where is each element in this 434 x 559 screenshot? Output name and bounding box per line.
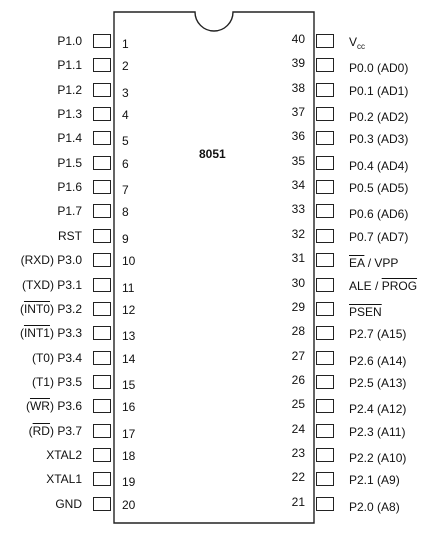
pin-number-right: 25 [291, 397, 305, 412]
pin-box-left [93, 83, 111, 97]
pin-label-left [2, 253, 82, 267]
chip-title: 8051 [199, 147, 226, 161]
pin-label-post: P1.3 [57, 107, 82, 122]
pin-label-post: P2.2 (A10) [349, 450, 407, 465]
pin-label-post: P2.4 (A12) [349, 402, 407, 417]
pin-label-right [349, 132, 408, 146]
pin-number-right: 37 [291, 105, 305, 120]
pin-label-post: ) P3.6 [49, 399, 82, 414]
pin-label-left [2, 278, 82, 292]
pin-box-left [93, 156, 111, 170]
pin-label-post: P2.5 (A13) [349, 375, 407, 390]
pin-label-post: P1.7 [57, 204, 82, 219]
pin-label-post: P0.2 (AD2) [349, 110, 409, 125]
pin-number-right: 40 [291, 32, 305, 46]
pin-number-left: 9 [122, 231, 129, 246]
pin-number-right: 30 [291, 275, 305, 290]
pin-label-post: P1.1 [57, 58, 82, 73]
pin-label-post: P2.7 (A15) [349, 327, 407, 342]
pin-number-left: 18 [122, 448, 136, 463]
pin-label-right [349, 181, 408, 195]
pin-number-left: 8 [122, 205, 129, 220]
pin-label-right [349, 402, 406, 416]
pin-label-right [349, 110, 408, 124]
pin-box-right [316, 83, 334, 97]
pin-label-overline: $\overline{RD}$ [32, 423, 50, 438]
pin-box-left [93, 326, 111, 340]
pin-label-left [2, 58, 82, 72]
pin-number-left: 12 [122, 302, 136, 317]
pin-number-right: 26 [291, 372, 305, 387]
pin-label-pre: ( [19, 326, 24, 341]
pin-label-overline: $\overline{WR}$ [29, 399, 50, 414]
pin-box-right [316, 107, 334, 121]
pin-label-pre: ( [25, 399, 30, 414]
pin-label-left [2, 424, 82, 438]
pin-label-left [2, 107, 82, 121]
pin-box-left [93, 229, 111, 243]
pin-box-right [316, 497, 334, 511]
pin-label-left [2, 326, 82, 340]
pin-box-left [93, 180, 111, 194]
pin-number-right: 39 [291, 56, 305, 71]
pin-box-left [93, 497, 111, 511]
pin-label-post: RST [58, 228, 82, 243]
pin-label-post: (T0) P3.4 [31, 350, 82, 365]
pin-label-post: P0.0 (AD0) [349, 61, 409, 76]
pin-label-post: P0.6 (AD6) [349, 207, 409, 222]
pin-box-left [93, 278, 111, 292]
pin-label-post: P0.4 (AD4) [349, 158, 409, 173]
pin-label-post: / VPP [364, 256, 399, 271]
pin-box-left [93, 448, 111, 462]
pin-label-overline: INT1 [23, 326, 50, 341]
pin-label-pre: ALE / [349, 278, 382, 293]
pin-label-left [2, 472, 82, 486]
pin-number-left: 11 [122, 280, 135, 295]
pin-label-post: P1.5 [57, 155, 82, 170]
pin-label-left [2, 180, 82, 194]
pin-number-left: 15 [122, 377, 136, 392]
pin-label-left [2, 131, 82, 145]
pin-box-left [93, 375, 111, 389]
pin-label-right [349, 451, 406, 465]
pin-number-left: 10 [122, 254, 136, 269]
pin-label-overline: INT0 [23, 301, 50, 316]
pin-label-post: P2.3 (A11) [349, 424, 406, 439]
pin-label-left [2, 375, 82, 389]
pin-box-left [93, 34, 111, 48]
pin-box-right [316, 156, 334, 170]
pin-number-right: 28 [291, 324, 305, 339]
pin-number-right: 24 [291, 421, 305, 436]
pin-label-left [2, 302, 82, 316]
pin-box-right [316, 34, 334, 48]
pin-label-overline: PROG [381, 278, 418, 293]
pin-number-right: 29 [291, 299, 305, 314]
pin-number-right: 38 [291, 80, 305, 95]
pin-label-left [2, 399, 82, 413]
pin-label-pre: ( [19, 301, 24, 316]
pin-number-right: 34 [291, 178, 305, 193]
pin-box-left [93, 399, 111, 413]
pin-label-left [2, 204, 82, 218]
pin-box-left [93, 131, 111, 145]
pin-number-left: 6 [122, 156, 129, 171]
pin-label-post: P1.2 [57, 82, 82, 97]
pin-box-left [93, 351, 111, 365]
pin-label-left [2, 497, 82, 511]
pin-label-post: GND [55, 496, 82, 511]
pin-label-right [349, 473, 400, 487]
pin-box-right [316, 278, 334, 292]
pin-label-right [349, 305, 382, 319]
pin-number-left: 5 [122, 134, 129, 149]
pin-label-right [349, 230, 408, 244]
pin-label-post: ) P3.2 [49, 301, 82, 316]
pin-number-right: 33 [291, 202, 305, 217]
pin-label-right [349, 61, 408, 75]
pin-number-right: 35 [291, 153, 305, 168]
pin-label-post: P1.4 [57, 131, 82, 146]
pin-number-left: 19 [122, 475, 136, 490]
pin-box-right [316, 58, 334, 72]
pin-label-post: (T1) P3.5 [31, 374, 82, 389]
pin-label-right [349, 354, 406, 368]
pin-label-right [349, 425, 405, 439]
pin-box-right [316, 399, 334, 413]
pin-label-right [349, 84, 408, 98]
pin-box-left [93, 204, 111, 218]
pin-label-post: ) P3.7 [49, 423, 82, 438]
pin-label-right [349, 500, 400, 514]
pin-number-left: 4 [122, 108, 129, 123]
pin-label-right [349, 207, 408, 221]
pin-label-left [2, 448, 82, 462]
pin-box-right [316, 448, 334, 462]
pin-box-left [93, 107, 111, 121]
pin-box-right [316, 375, 334, 389]
pin-label-left [2, 351, 82, 365]
pin-label-post: P0.7 (AD7) [349, 229, 409, 244]
pin-number-left: 20 [122, 497, 136, 512]
pin-label-post: P0.5 (AD5) [349, 181, 409, 196]
pin-label-overline: PSEN [349, 304, 382, 319]
pin-number-left: 14 [122, 351, 136, 366]
pin-box-right [316, 131, 334, 145]
pin-label-post: P0.1 (AD1) [349, 83, 409, 98]
pin-box-right [316, 351, 334, 365]
pin-label-post: P2.0 (A8) [349, 499, 400, 514]
pin-label-post: P2.1 (A9) [349, 473, 400, 488]
pin-box-left [93, 424, 111, 438]
pin-number-right: 32 [291, 226, 305, 241]
pin-box-left [93, 58, 111, 72]
pin-label-post: ) P3.3 [49, 326, 82, 341]
pin-box-right [316, 326, 334, 340]
pin-box-left [93, 302, 111, 316]
pin-number-left: 3 [122, 85, 129, 100]
pin-number-right: 22 [291, 470, 305, 485]
pin-label-post: P1.6 [57, 180, 82, 195]
pin-label-post: P1.0 [57, 34, 82, 48]
pin-label-left [2, 156, 82, 170]
pin-label-right [349, 256, 398, 270]
pin-label-left [2, 34, 82, 48]
pin-label-right [349, 376, 406, 390]
pin-number-right: 36 [291, 129, 305, 144]
pin-box-right [316, 472, 334, 486]
pin-number-right: 27 [291, 348, 305, 363]
pin-box-left [93, 253, 111, 267]
pin-label-right [349, 327, 406, 341]
pin-box-right [316, 424, 334, 438]
pin-number-left: 17 [122, 426, 136, 441]
pin-number-left: 1 [122, 37, 129, 51]
pin-box-right [316, 302, 334, 316]
pin-label-post: (RXD) P3.0 [20, 253, 82, 268]
pin-label-post: XTAL2 [46, 447, 82, 462]
pin-label-post: P2.6 (A14) [349, 353, 407, 368]
pin-box-right [316, 180, 334, 194]
pin-label-post: P0.3 (AD3) [349, 132, 409, 147]
pin-label-right [349, 279, 417, 293]
pin-number-right: 21 [291, 494, 305, 509]
pin-label-post: (TXD) P3.1 [21, 277, 82, 292]
chip-body [114, 12, 314, 523]
pin-number-left: 13 [122, 329, 136, 344]
pin-label-pre: ( [28, 423, 33, 438]
pin-number-left: 16 [122, 400, 136, 415]
pin-label-post: XTAL1 [46, 472, 82, 487]
pin-number-right: 31 [291, 251, 305, 266]
pin-label-pre: V [349, 35, 358, 49]
pin-label-overline: $\overline{EA}$ [349, 256, 365, 271]
pin-number-left: 7 [122, 183, 129, 198]
pin-number-left: 2 [122, 59, 129, 74]
pin-number-right: 23 [291, 445, 305, 460]
pin-label-subscript: cc [357, 42, 366, 51]
pin-box-right [316, 229, 334, 243]
pin-box-right [316, 204, 334, 218]
pin-label-right [349, 35, 365, 54]
pin-box-right [316, 253, 334, 267]
pin-label-left [2, 83, 82, 97]
pin-label-right [349, 159, 408, 173]
pin-box-left [93, 472, 111, 486]
pin-label-left [2, 229, 82, 243]
